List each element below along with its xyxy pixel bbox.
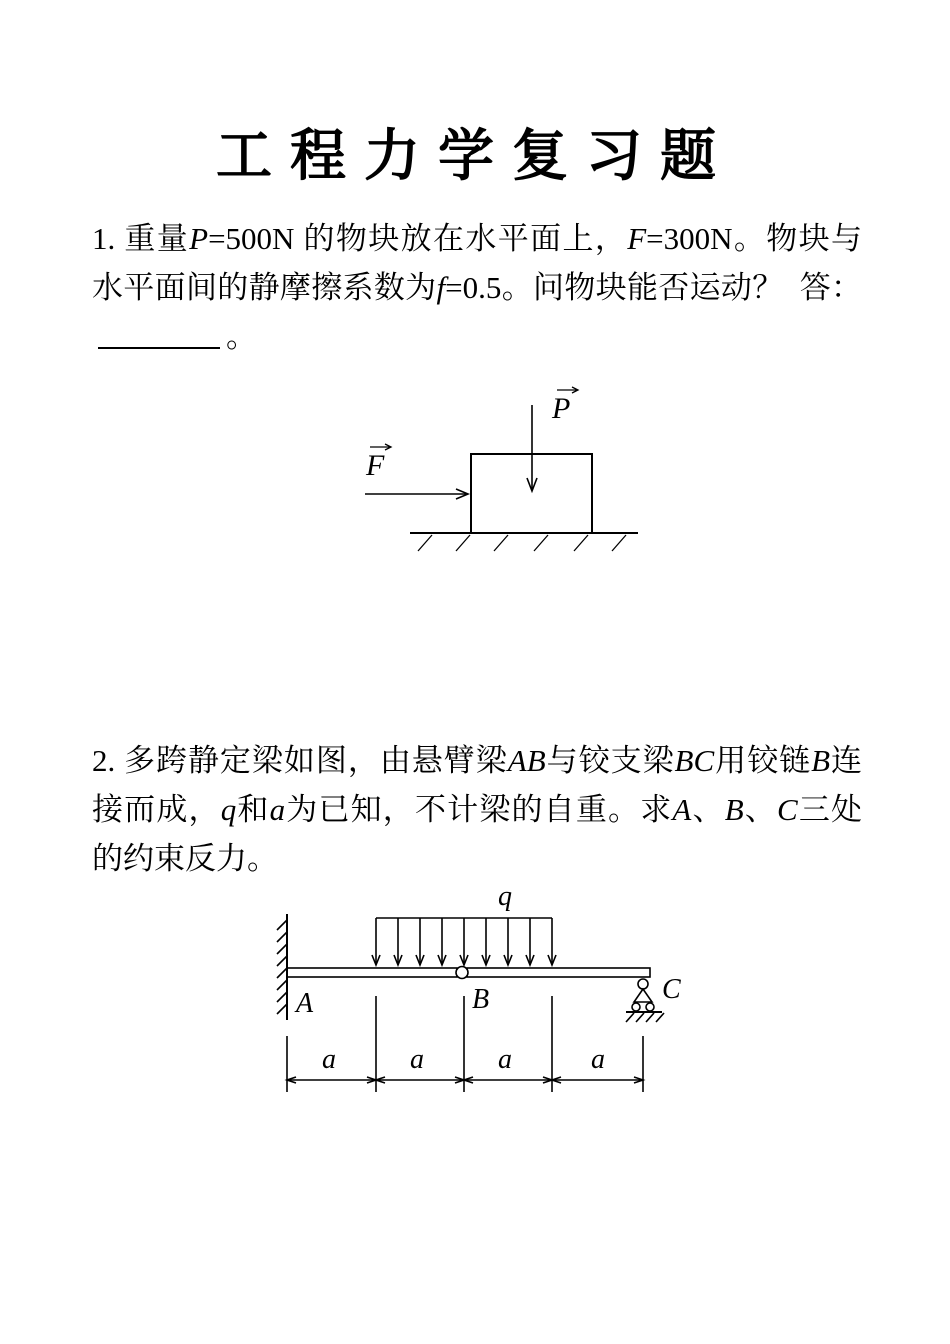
- q2-symbol-c2: C: [776, 792, 798, 827]
- q2-sep-1: 、: [691, 792, 725, 827]
- beam-ab: [287, 968, 457, 977]
- q1-symbol-f: F: [627, 221, 647, 256]
- hinge-b: [456, 967, 468, 979]
- answer-label: 答：: [799, 270, 863, 305]
- label-q: q: [498, 881, 512, 912]
- dim-label-1: a: [322, 1044, 336, 1075]
- question-1-text: [92, 214, 862, 361]
- dim-label-3: a: [498, 1044, 512, 1075]
- answer-blank[interactable]: [98, 321, 220, 349]
- q2-text-4: 连接而成，: [92, 743, 863, 827]
- question-2-number: 2.: [92, 743, 116, 778]
- label-b: B: [472, 984, 490, 1015]
- q1-text-2: =500N 的物块放在水平面上，: [208, 221, 628, 256]
- q2-symbol-b: B: [811, 743, 831, 778]
- q2-text-6: 为已知，不计梁的自重。求: [285, 792, 673, 827]
- q2-text-1: 多跨静定梁如图，由悬臂梁: [123, 743, 508, 778]
- load-arrows: [372, 918, 556, 965]
- q2-symbol-q: q: [220, 792, 237, 827]
- question-1-number: 1.: [92, 221, 116, 256]
- dim-label-2: a: [410, 1044, 424, 1075]
- label-p: P: [552, 392, 571, 425]
- label-f: F: [366, 449, 385, 482]
- question-2-text: [92, 736, 862, 883]
- label-a: A: [296, 988, 314, 1019]
- q2-text-7: 三处的约束反力。: [92, 792, 863, 876]
- q2-symbol-ab: AB: [507, 743, 546, 778]
- page-title: 工程力学复习题: [216, 126, 734, 188]
- q2-text-5: 和: [236, 792, 270, 827]
- block: [471, 454, 592, 533]
- q2-text-2: 与铰支梁: [545, 743, 675, 778]
- q1-text-1: 重量: [124, 221, 190, 256]
- q1-end-mark: 。: [226, 319, 257, 354]
- roller-triangle: [634, 989, 652, 1002]
- label-c: C: [662, 974, 681, 1005]
- q1-symbol-friction: f: [436, 270, 446, 305]
- roller-pin: [638, 979, 648, 989]
- q2-symbol-bc: BC: [674, 743, 715, 778]
- dim-label-4: a: [591, 1044, 605, 1075]
- q2-sep-2: 、: [743, 792, 777, 827]
- q2-symbol-b2: B: [724, 792, 744, 827]
- q2-symbol-a2: A: [672, 792, 692, 827]
- q1-symbol-p: P: [189, 221, 209, 256]
- beam-bc: [467, 968, 650, 977]
- q2-text-3: 用铰链: [714, 743, 812, 778]
- q1-text-3: =300N。物块与水平面间的静摩擦系数为: [92, 221, 863, 305]
- q1-text-4: =0.5。问物块能否运动？: [445, 270, 784, 305]
- q2-symbol-a: a: [269, 792, 286, 827]
